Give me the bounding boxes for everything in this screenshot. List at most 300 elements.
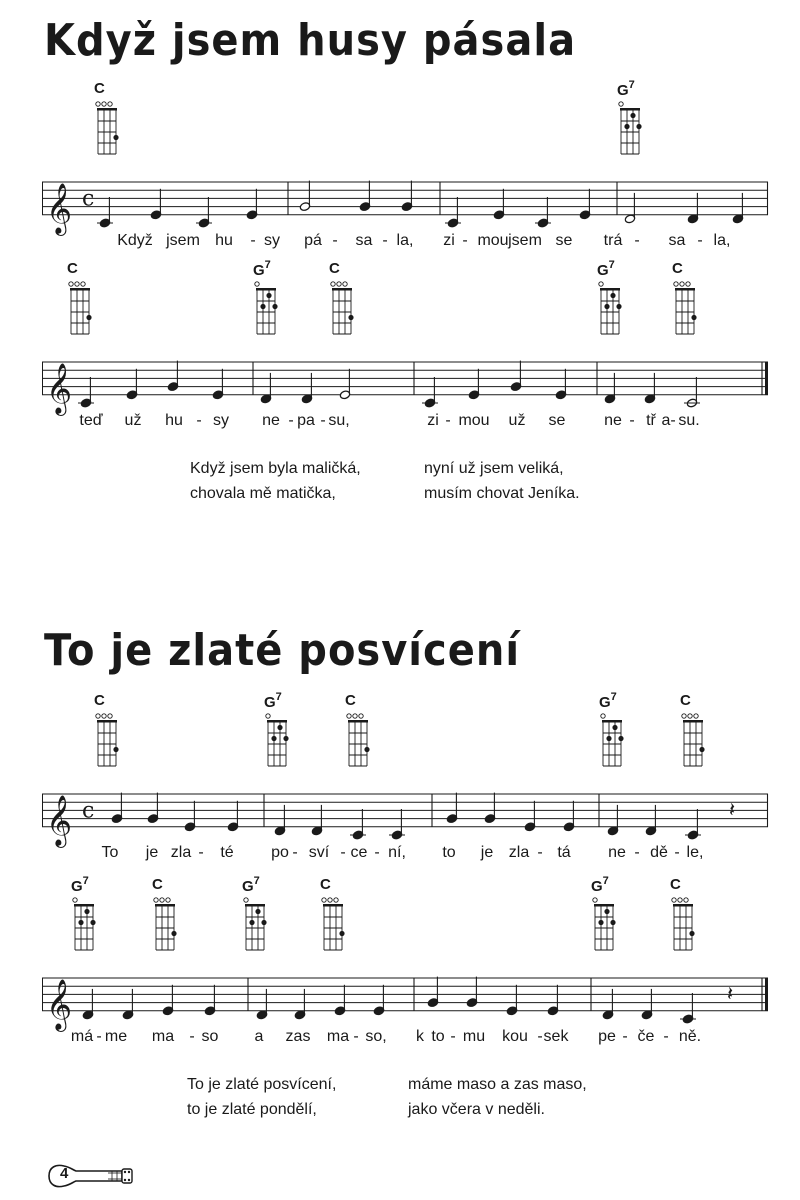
quarter-note xyxy=(111,793,122,824)
quarter-note xyxy=(607,805,618,836)
open-string-marker xyxy=(81,282,85,286)
verse-stanza xyxy=(408,1072,587,1122)
open-string-marker xyxy=(75,282,79,286)
lyric-syllable: la, xyxy=(396,232,414,249)
quarter-note xyxy=(645,805,656,836)
lyric-syllable: - xyxy=(634,844,640,861)
open-string-marker xyxy=(166,898,170,902)
music-staff xyxy=(42,968,782,1032)
verse-line: nyní už jsem veliká, xyxy=(424,460,564,477)
lyric-syllable: ma xyxy=(326,1028,350,1045)
lyric-syllable: k xyxy=(416,1028,424,1045)
lyric-syllable: zas xyxy=(285,1028,311,1045)
quarter-note xyxy=(547,985,558,1016)
chord-extension: 7 xyxy=(628,79,635,91)
lyric-syllable: Když xyxy=(117,232,153,249)
quarter-note xyxy=(196,197,212,228)
lyric-syllable: - xyxy=(634,232,640,249)
music-system xyxy=(0,876,800,1056)
quarter-note xyxy=(555,369,566,400)
lyric-syllable: sa xyxy=(668,232,686,249)
chord-name xyxy=(672,260,683,277)
lyric-syllable: ně. xyxy=(678,1028,702,1045)
lyric-syllable: pe xyxy=(598,1028,616,1045)
lyric-syllable: té xyxy=(220,844,234,861)
finger-dot xyxy=(171,931,176,936)
quarter-note xyxy=(78,377,94,408)
open-string-marker xyxy=(73,898,77,902)
page-number: 4 xyxy=(60,1165,69,1182)
lyric-syllable: - xyxy=(670,412,676,429)
chord-root: G xyxy=(597,262,609,279)
open-string-marker xyxy=(331,282,335,286)
lyric-syllable: - xyxy=(198,844,204,861)
open-string-marker xyxy=(108,714,112,718)
chord-root: G xyxy=(242,878,254,895)
lyric-syllable: sy xyxy=(264,232,280,249)
chord-nut xyxy=(332,288,352,291)
treble-clef-icon: 𝄞 xyxy=(46,978,73,1030)
chord-name xyxy=(94,692,105,709)
quarter-note xyxy=(644,373,655,404)
open-string-marker xyxy=(680,282,684,286)
open-string-marker xyxy=(347,714,351,718)
chord-grid xyxy=(253,278,279,338)
chord-nut xyxy=(600,288,620,291)
open-string-marker xyxy=(694,714,698,718)
finger-dot xyxy=(86,315,91,320)
lyric-syllable: už xyxy=(508,412,526,429)
verse-line: To je zlaté posvícení, xyxy=(187,1076,337,1093)
lyric-syllable: tř xyxy=(646,412,656,429)
chord-nut xyxy=(594,904,614,907)
chord-name xyxy=(242,876,260,895)
open-string-marker xyxy=(255,282,259,286)
lyric-syllable: jsem xyxy=(508,232,542,249)
quarter-note xyxy=(446,793,457,824)
chord-grid xyxy=(597,278,623,338)
quarter-note xyxy=(604,373,615,404)
chord-name xyxy=(680,692,691,709)
open-string-marker xyxy=(688,714,692,718)
lyric-syllable: so xyxy=(201,1028,219,1045)
lyric-syllable: už xyxy=(124,412,142,429)
quarter-note xyxy=(167,361,178,392)
chord-grid xyxy=(345,710,371,770)
finger-dot xyxy=(610,920,615,925)
finger-dot xyxy=(255,909,260,914)
lyric-syllable: - xyxy=(320,412,326,429)
half-note xyxy=(299,181,310,212)
lyric-syllable: se xyxy=(548,412,566,429)
quarter-note xyxy=(274,805,285,836)
lyric-syllable: mou xyxy=(458,412,490,429)
lyric-syllable: zla xyxy=(508,844,530,861)
open-string-marker xyxy=(266,714,270,718)
chord-nut xyxy=(245,904,265,907)
treble-clef-icon: 𝄞 xyxy=(46,794,73,846)
finger-dot xyxy=(339,931,344,936)
quarter-note xyxy=(389,809,405,840)
finger-dot xyxy=(691,315,696,320)
lyric-syllable: ne xyxy=(608,844,626,861)
treble-clef-icon: 𝄞 xyxy=(46,362,73,414)
open-string-marker xyxy=(599,282,603,286)
chord-grid xyxy=(599,710,625,770)
finger-dot xyxy=(260,304,265,309)
quarter-note xyxy=(147,793,158,824)
chord-grid xyxy=(617,98,643,158)
verse-stanza xyxy=(190,456,361,506)
quarter-note xyxy=(82,989,93,1020)
chord-root: C xyxy=(680,692,691,709)
lyric-syllable: - xyxy=(374,844,380,861)
finger-dot xyxy=(364,747,369,752)
verse-line: máme maso a zas maso, xyxy=(408,1076,587,1093)
chord-root: G xyxy=(253,262,265,279)
finger-dot xyxy=(113,135,118,140)
open-string-marker xyxy=(154,898,158,902)
quarter-note xyxy=(150,189,161,220)
chord-root: C xyxy=(320,876,331,893)
music-staff xyxy=(42,784,782,848)
chord-grid xyxy=(94,98,120,158)
quarter-note xyxy=(680,993,696,1024)
half-note xyxy=(339,369,350,400)
common-time-icon: c xyxy=(82,798,95,824)
chord-root: C xyxy=(94,80,105,97)
quarter-note xyxy=(506,985,517,1016)
chord-grid xyxy=(152,894,178,954)
open-string-marker xyxy=(343,282,347,286)
quarter-note xyxy=(732,193,743,224)
quarter-note xyxy=(510,361,521,392)
lyric-syllable: če xyxy=(637,1028,655,1045)
open-string-marker xyxy=(244,898,248,902)
chord-name xyxy=(71,876,89,895)
verse-line: chovala mě matička, xyxy=(190,485,336,502)
chord-nut xyxy=(683,720,703,723)
chord-root: C xyxy=(345,692,356,709)
chord-grid xyxy=(320,894,346,954)
chord-root: C xyxy=(94,692,105,709)
open-string-marker xyxy=(102,102,106,106)
half-note xyxy=(624,193,635,224)
chord-nut xyxy=(675,288,695,291)
lyric-syllable: - xyxy=(445,412,451,429)
open-string-marker xyxy=(102,714,106,718)
finger-dot xyxy=(261,920,266,925)
music-staff xyxy=(42,352,782,416)
quarter-rest-icon: 𝄽 xyxy=(727,981,734,1006)
open-string-marker xyxy=(674,282,678,286)
chord-grid xyxy=(672,278,698,338)
lyric-syllable: pa xyxy=(297,412,315,429)
open-string-marker xyxy=(682,714,686,718)
open-string-marker xyxy=(686,282,690,286)
quarter-note xyxy=(246,189,257,220)
chord-root: G xyxy=(591,878,603,895)
finger-dot xyxy=(113,747,118,752)
lyric-syllable: - xyxy=(450,1028,456,1045)
chord-name xyxy=(329,260,340,277)
lyric-syllable: so, xyxy=(365,1028,387,1045)
quarter-note xyxy=(535,197,551,228)
chord-nut xyxy=(97,720,117,723)
open-string-marker xyxy=(672,898,676,902)
quarter-note xyxy=(484,793,495,824)
chord-grid xyxy=(94,710,120,770)
lyric-syllable: - xyxy=(629,412,635,429)
lyric-syllable: jsem xyxy=(166,232,200,249)
common-time-icon: c xyxy=(82,186,95,212)
lyric-syllable: trá xyxy=(603,232,623,249)
chord-root: C xyxy=(329,260,340,277)
lyric-syllable: ce xyxy=(350,844,368,861)
chord-name xyxy=(345,692,356,709)
open-string-marker xyxy=(684,898,688,902)
lyric-syllable: a xyxy=(661,412,671,429)
chord-nut xyxy=(267,720,287,723)
chord-root: G xyxy=(617,82,629,99)
lyric-syllable: je xyxy=(480,844,494,861)
finger-dot xyxy=(266,293,271,298)
lyric-syllable: to xyxy=(431,1028,445,1045)
quarter-note xyxy=(373,985,384,1016)
finger-dot xyxy=(78,920,83,925)
finger-dot xyxy=(618,736,623,741)
lyric-syllable: mou xyxy=(477,232,509,249)
quarter-note xyxy=(422,377,438,408)
quarter-note xyxy=(260,373,271,404)
finger-dot xyxy=(84,909,89,914)
finger-dot xyxy=(699,747,704,752)
quarter-note xyxy=(493,189,504,220)
lyric-syllable: su, xyxy=(328,412,350,429)
lyric-syllable: - xyxy=(332,232,338,249)
quarter-note xyxy=(294,989,305,1020)
lyric-syllable: - xyxy=(537,1028,543,1045)
quarter-note xyxy=(687,193,698,224)
lyric-syllable: - xyxy=(674,844,680,861)
lyric-syllable: - xyxy=(353,1028,359,1045)
music-system xyxy=(0,692,800,872)
finger-dot xyxy=(624,124,629,129)
chord-root: C xyxy=(670,876,681,893)
quarter-note xyxy=(204,985,215,1016)
open-string-marker xyxy=(69,282,73,286)
quarter-note xyxy=(97,197,113,228)
lyric-syllable: - xyxy=(462,232,468,249)
finger-dot xyxy=(283,736,288,741)
lyric-syllable: sví xyxy=(308,844,330,861)
chord-nut xyxy=(673,904,693,907)
open-string-marker xyxy=(601,714,605,718)
quarter-note xyxy=(524,801,535,832)
quarter-note xyxy=(602,989,613,1020)
lyric-syllable: zi xyxy=(427,412,439,429)
quarter-note xyxy=(641,989,652,1020)
finger-dot xyxy=(610,293,615,298)
chord-extension: 7 xyxy=(253,875,260,887)
chord-name xyxy=(152,876,163,893)
chord-grid xyxy=(670,894,696,954)
chord-grid xyxy=(591,894,617,954)
lyric-syllable: teď xyxy=(79,412,103,429)
finger-dot xyxy=(612,725,617,730)
lyric-syllable: ne xyxy=(262,412,280,429)
quarter-note xyxy=(466,977,477,1008)
chord-nut xyxy=(74,904,94,907)
quarter-note xyxy=(311,805,322,836)
open-string-marker xyxy=(359,714,363,718)
music-system xyxy=(0,80,800,260)
lyric-syllable: - xyxy=(382,232,388,249)
lyric-syllable: - xyxy=(189,1028,195,1045)
finger-dot xyxy=(249,920,254,925)
open-string-marker xyxy=(96,102,100,106)
chord-nut xyxy=(97,108,117,111)
quarter-note xyxy=(579,189,590,220)
finger-dot xyxy=(616,304,621,309)
chord-name xyxy=(597,260,615,279)
lyric-syllable: je xyxy=(145,844,159,861)
chord-grid xyxy=(67,278,93,338)
final-bar-line xyxy=(765,362,768,395)
chord-name xyxy=(599,692,617,711)
lyric-syllable: - xyxy=(622,1028,628,1045)
verse-stanza xyxy=(187,1072,336,1122)
verse-stanza xyxy=(424,456,580,506)
music-staff xyxy=(42,172,782,236)
finger-dot xyxy=(271,736,276,741)
lyric-syllable: - xyxy=(663,1028,669,1045)
open-string-marker xyxy=(337,282,341,286)
quarter-note xyxy=(162,985,173,1016)
lyric-syllable: zla xyxy=(170,844,192,861)
quarter-note xyxy=(301,373,312,404)
page-number-badge xyxy=(46,1160,136,1197)
chord-root: C xyxy=(67,260,78,277)
verse-line: to je zlaté pondělí, xyxy=(187,1101,317,1118)
chord-grid xyxy=(242,894,268,954)
lyric-syllable: sy xyxy=(213,412,229,429)
lyric-syllable: sek xyxy=(543,1028,569,1045)
quarter-rest-icon: 𝄽 xyxy=(729,797,736,822)
chord-grid xyxy=(264,710,290,770)
open-string-marker xyxy=(334,898,338,902)
chord-grid xyxy=(680,710,706,770)
verse-line: musím chovat Jeníka. xyxy=(424,485,580,502)
quarter-note xyxy=(212,369,223,400)
quarter-note xyxy=(184,801,195,832)
chord-name xyxy=(320,876,331,893)
finger-dot xyxy=(636,124,641,129)
open-string-marker xyxy=(593,898,597,902)
lyric-syllable: - xyxy=(537,844,543,861)
finger-dot xyxy=(630,113,635,118)
chord-name xyxy=(617,80,635,99)
lyric-syllable: su. xyxy=(678,412,700,429)
lyric-syllable: ní, xyxy=(388,844,406,861)
open-string-marker xyxy=(678,898,682,902)
verse-line: Když jsem byla maličká, xyxy=(190,460,361,477)
lyric-syllable: ma xyxy=(151,1028,175,1045)
chord-nut xyxy=(323,904,343,907)
chord-name xyxy=(253,260,271,279)
open-string-marker xyxy=(619,102,623,106)
chord-name xyxy=(94,80,105,97)
chord-name xyxy=(67,260,78,277)
open-string-marker xyxy=(108,102,112,106)
lyric-syllable: dě xyxy=(650,844,668,861)
lyric-syllable: mu xyxy=(462,1028,486,1045)
finger-dot xyxy=(606,736,611,741)
finger-dot xyxy=(348,315,353,320)
chord-extension: 7 xyxy=(610,691,617,703)
chord-grid xyxy=(329,278,355,338)
quarter-note xyxy=(427,977,438,1008)
lyric-syllable: se xyxy=(555,232,573,249)
lyric-syllable: - xyxy=(292,844,298,861)
open-string-marker xyxy=(353,714,357,718)
lyric-syllable: hu xyxy=(165,412,183,429)
open-string-marker xyxy=(160,898,164,902)
quarter-note xyxy=(685,809,701,840)
finger-dot xyxy=(689,931,694,936)
lyric-syllable: To xyxy=(101,844,119,861)
chord-name xyxy=(670,876,681,893)
finger-dot xyxy=(604,304,609,309)
lyric-syllable: - xyxy=(288,412,294,429)
quarter-note xyxy=(256,989,267,1020)
finger-dot xyxy=(272,304,277,309)
quarter-note xyxy=(359,181,370,212)
quarter-note xyxy=(563,801,574,832)
verse-line: jako včera v neděli. xyxy=(408,1101,545,1118)
chord-nut xyxy=(155,904,175,907)
lyric-syllable: zi xyxy=(443,232,455,249)
quarter-note xyxy=(401,181,412,212)
lyric-syllable: a xyxy=(254,1028,264,1045)
music-system xyxy=(0,260,800,440)
finger-dot xyxy=(598,920,603,925)
quarter-note xyxy=(334,985,345,1016)
quarter-note xyxy=(126,369,137,400)
quarter-note xyxy=(468,369,479,400)
chord-nut xyxy=(256,288,276,291)
open-string-marker xyxy=(96,714,100,718)
lyric-syllable: kou xyxy=(502,1028,528,1045)
lyric-syllable: sa xyxy=(355,232,373,249)
finger-dot xyxy=(90,920,95,925)
treble-clef-icon: 𝄞 xyxy=(46,182,73,234)
lyric-syllable: - xyxy=(196,412,202,429)
lyric-syllable: po xyxy=(271,844,289,861)
lyric-syllable: le, xyxy=(686,844,704,861)
chord-nut xyxy=(602,720,622,723)
open-string-marker xyxy=(328,898,332,902)
lyric-syllable: pá xyxy=(304,232,322,249)
song-title: Když jsem husy pásala xyxy=(44,16,577,66)
lyric-syllable: - xyxy=(697,232,703,249)
chord-nut xyxy=(620,108,640,111)
chord-root: C xyxy=(672,260,683,277)
finger-dot xyxy=(604,909,609,914)
lyric-syllable: to xyxy=(442,844,456,861)
lyric-syllable: - xyxy=(340,844,346,861)
quarter-note xyxy=(445,197,461,228)
